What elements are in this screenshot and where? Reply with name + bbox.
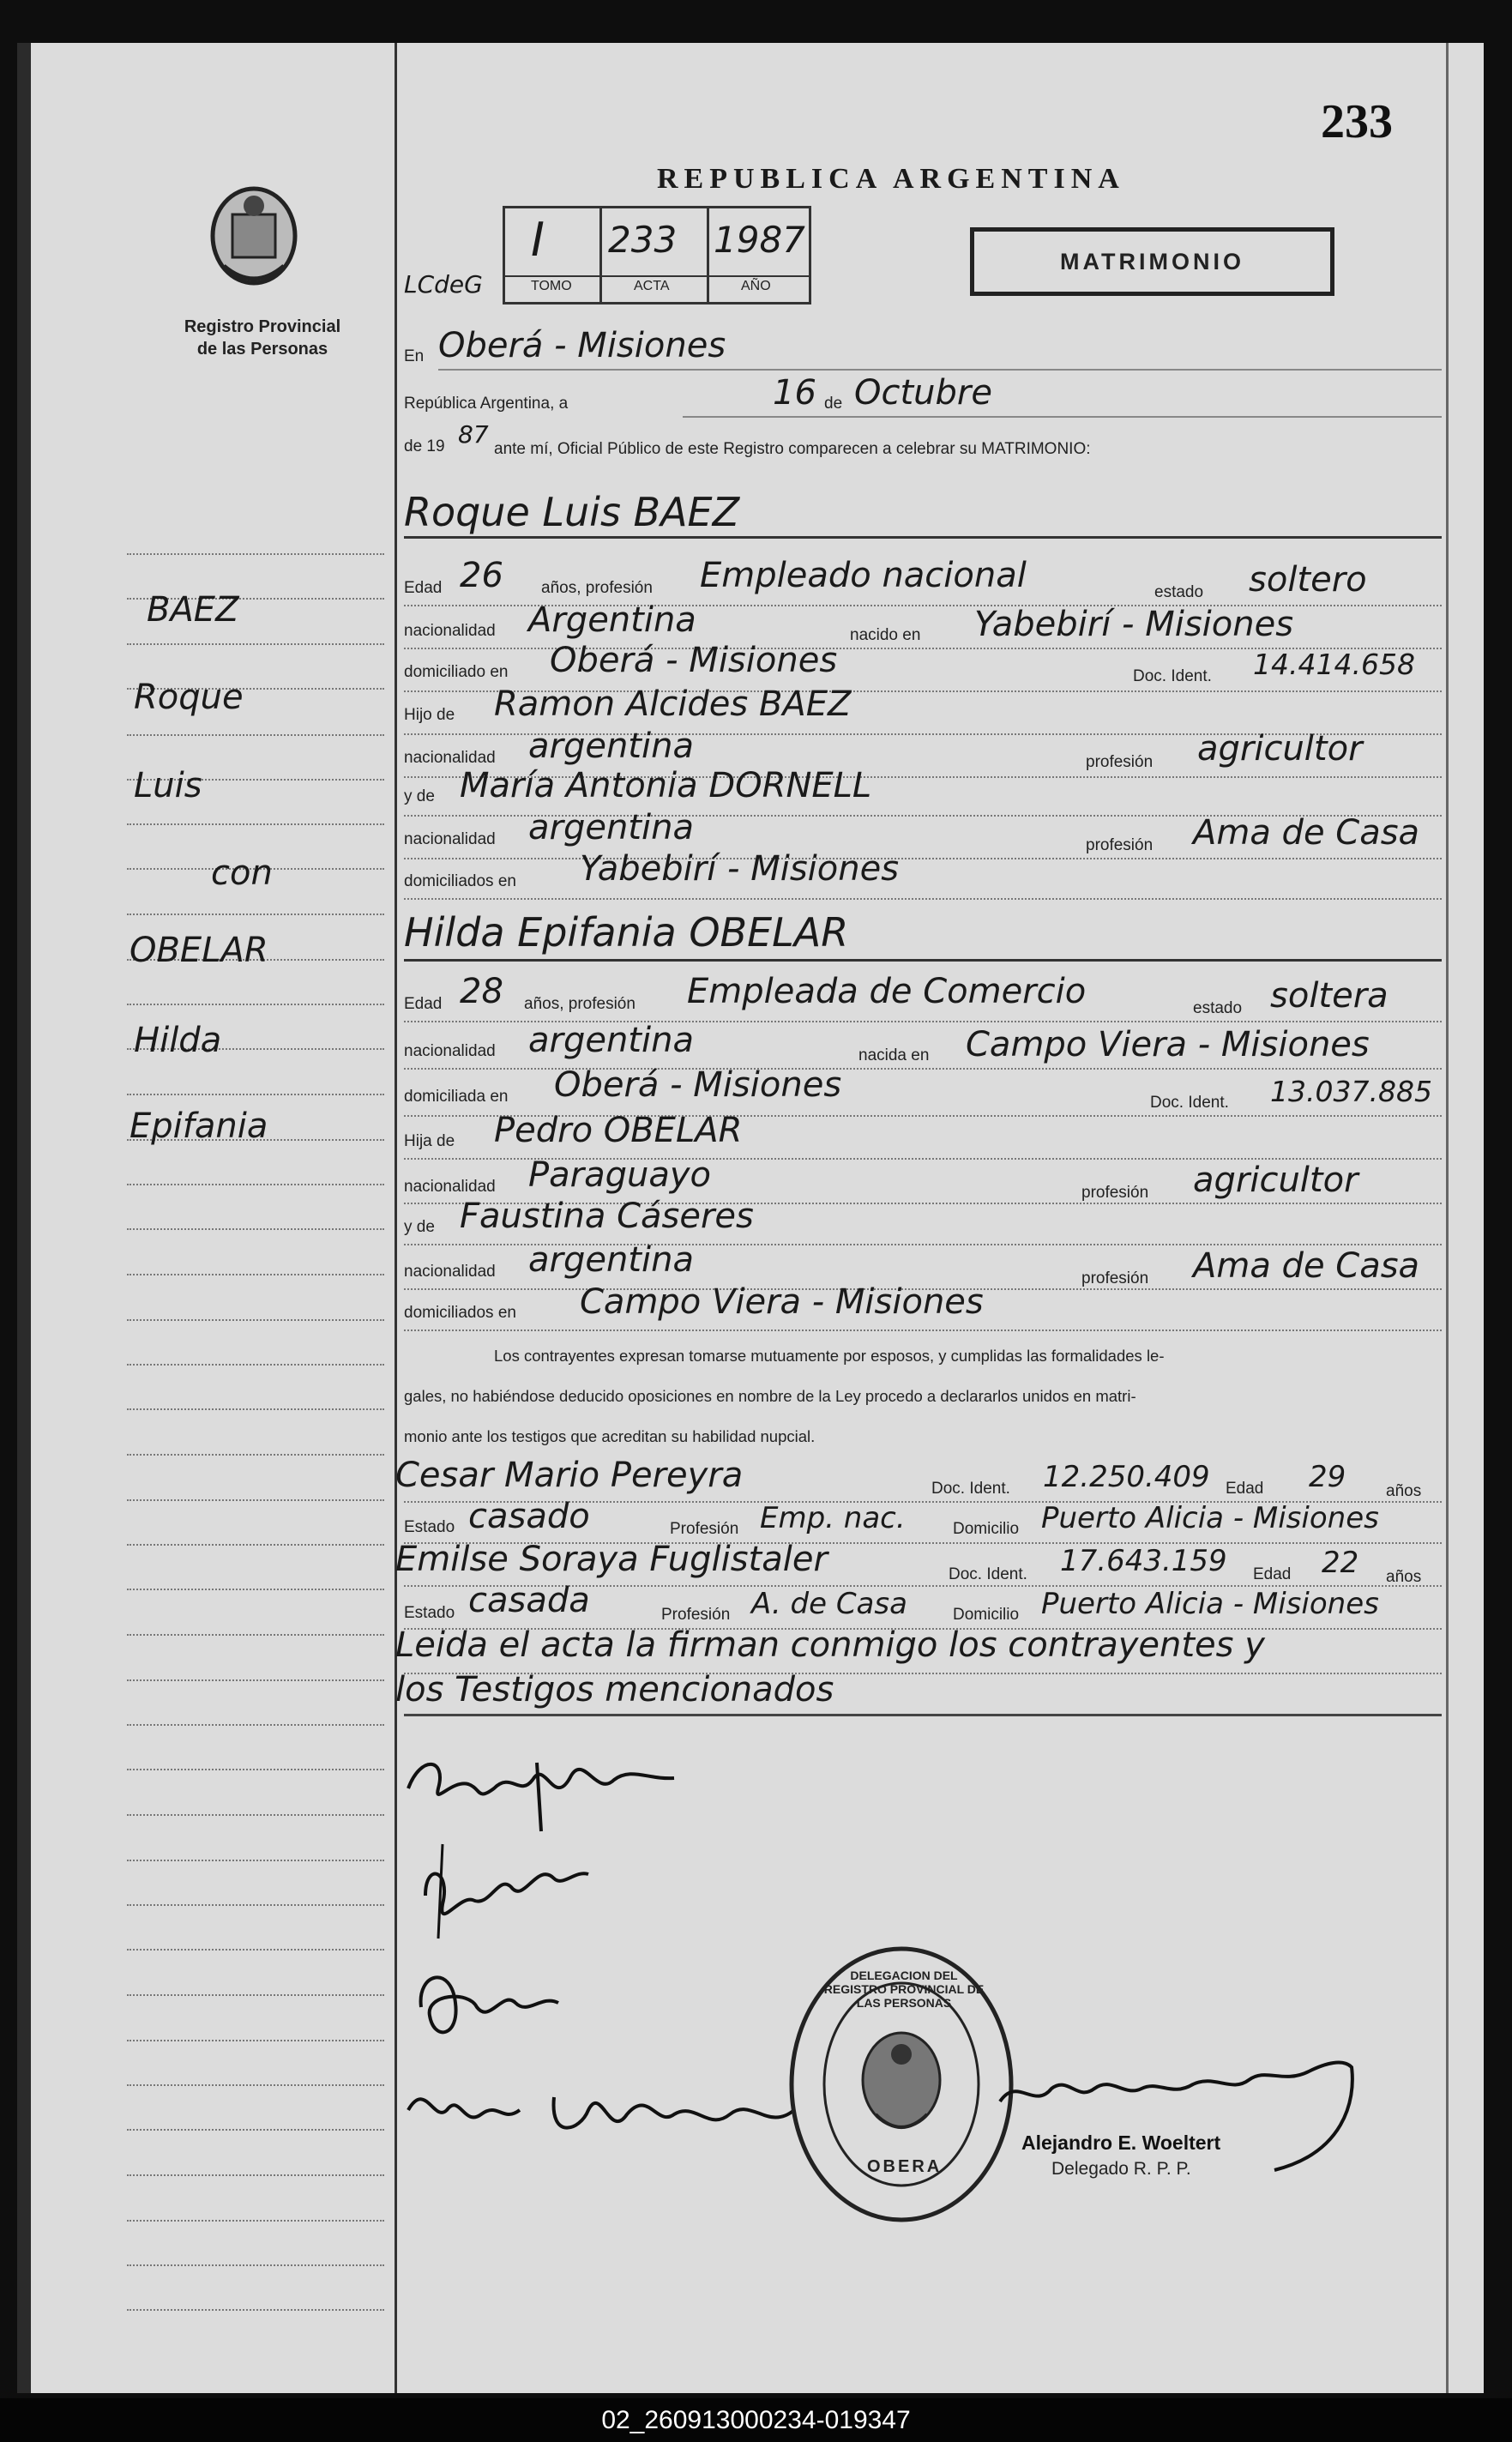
bride-father-nationality: Paraguayo xyxy=(528,1155,711,1195)
groom-estado: soltero xyxy=(1249,560,1367,600)
bride-father-profession: agricultor xyxy=(1193,1161,1358,1200)
coat-of-arms-icon xyxy=(207,184,301,300)
groom-mother-prof-label: profesión xyxy=(1086,836,1154,854)
bride-name: Hilda Epifania OBELAR xyxy=(404,909,849,956)
witness1-estado-label: Estado xyxy=(404,1518,455,1536)
official-name: Alejandro E. Woeltert xyxy=(1021,2131,1221,2154)
page-number: 233 xyxy=(1321,95,1393,148)
groom-parents-dom-label: domiciliados en xyxy=(404,872,516,890)
groom-mother-profession: Ama de Casa xyxy=(1193,813,1420,853)
bride-parents-dom-label: domiciliados en xyxy=(404,1304,516,1322)
witness2-name: Emilse Soraya Fuglistaler xyxy=(395,1540,828,1579)
bride-father-prof-label: profesión xyxy=(1081,1184,1149,1202)
signature-witness-1 xyxy=(408,1956,580,2054)
witness1-prof-label: Profesión xyxy=(670,1520,739,1538)
groom-mother-nationality: argentina xyxy=(528,808,694,847)
witness1-profession: Emp. nac. xyxy=(760,1501,906,1535)
groom-nac-label: nacionalidad xyxy=(404,622,496,640)
en-label: En xyxy=(404,347,425,365)
groom-father-nationality: argentina xyxy=(528,727,694,766)
ceremony-day: 16 xyxy=(773,373,816,413)
margin-middlename-groom: Luis xyxy=(134,766,202,805)
bride-profession: Empleada de Comercio xyxy=(687,972,1087,1011)
ref-acta-label: ACTA xyxy=(634,279,670,293)
groom-father-profession: agricultor xyxy=(1197,729,1363,769)
groom-mother-nac-label: nacionalidad xyxy=(404,830,496,848)
closing-line-2: los Testigos mencionados xyxy=(395,1670,834,1709)
bride-age: 28 xyxy=(460,972,503,1011)
witness2-prof-label: Profesión xyxy=(661,1606,731,1624)
groom-birthplace: Yabebirí - Misiones xyxy=(974,605,1294,644)
witness2-edad-label: Edad xyxy=(1253,1565,1292,1583)
ante-text: ante mí, Oficial Público de este Registro comparecen a celebrar su MATRIMONIO: xyxy=(494,440,1091,458)
witness2-estado-label: Estado xyxy=(404,1604,455,1622)
closing-line-1: Leida el acta la firman conmigo los contrayentes y xyxy=(395,1625,1265,1665)
groom-nationality: Argentina xyxy=(528,600,696,640)
ref-acta: 233 xyxy=(608,219,678,261)
groom-nacido-label: nacido en xyxy=(850,626,921,644)
official-title: Delegado R. P. P. xyxy=(1051,2159,1191,2179)
margin-connector: con xyxy=(211,853,273,893)
groom-doc: 14.414.658 xyxy=(1253,648,1415,681)
ceremony-year: 87 xyxy=(458,420,489,449)
witness2-doc-label: Doc. Ident. xyxy=(949,1565,1027,1583)
ref-box xyxy=(503,206,811,304)
bride-domicile: Oberá - Misiones xyxy=(554,1065,842,1105)
bride-dom-label: domiciliada en xyxy=(404,1088,509,1106)
bride-edad-label: Edad xyxy=(404,995,443,1013)
bride-estado: soltera xyxy=(1270,976,1389,1016)
statement-line-3: monio ante los testigos que acreditan su habilidad nupcial. xyxy=(404,1427,816,1445)
bride-mother-nac-label: nacionalidad xyxy=(404,1263,496,1281)
witness1-dom-label: Domicilio xyxy=(953,1520,1020,1538)
republica-label: República Argentina, a xyxy=(404,395,569,413)
bride-mother: Faustina Cáseres xyxy=(460,1197,754,1236)
signature-groom xyxy=(400,1737,683,1844)
groom-domicile: Oberá - Misiones xyxy=(550,641,838,680)
statement-line-2: gales, no habiéndose deducido oposiciones en nombre de la Ley procedo a declararlos unidos en matri- xyxy=(404,1387,1136,1405)
groom-estado-label: estado xyxy=(1154,583,1204,601)
groom-parents-domicile: Yabebirí - Misiones xyxy=(580,849,900,889)
witness2-dom-label: Domicilio xyxy=(953,1606,1020,1624)
footer-id: 02_260913000234-019347 xyxy=(0,2398,1512,2442)
ref-prefix: LCdeG xyxy=(404,270,483,298)
witness1-domicile: Puerto Alicia - Misiones xyxy=(1041,1501,1379,1535)
bride-parents-domicile: Campo Viera - Misiones xyxy=(580,1282,984,1322)
registry-line-2: de las Personas xyxy=(196,340,328,359)
signature-witness-2 xyxy=(400,2063,846,2162)
groom-profession: Empleado nacional xyxy=(700,556,1027,595)
margin-surname-groom: BAEZ xyxy=(147,590,239,630)
bride-doc: 13.037.885 xyxy=(1270,1075,1432,1108)
seal-text: DELEGACION DEL REGISTRO PROVINCIAL DE LAS PERSONAS xyxy=(823,1969,985,2010)
bride-nationality: argentina xyxy=(528,1021,694,1060)
witness1-doc: 12.250.409 xyxy=(1043,1460,1210,1494)
groom-dom-label: domiciliado en xyxy=(404,663,509,681)
margin-middlename-bride: Epifania xyxy=(130,1106,268,1146)
ref-tomo: I xyxy=(531,213,545,267)
witness1-estado: casado xyxy=(468,1497,590,1536)
groom-mother: María Antonia DORNELL xyxy=(460,766,872,805)
witness1-anios-label: años xyxy=(1386,1482,1422,1500)
right-edge-line xyxy=(1446,43,1449,2393)
groom-father: Ramon Alcides BAEZ xyxy=(494,684,852,724)
bride-doc-label: Doc. Ident. xyxy=(1150,1094,1229,1112)
year-prefix: de 19 xyxy=(404,437,445,455)
witness1-edad-label: Edad xyxy=(1226,1480,1264,1498)
groom-father-prof-label: profesión xyxy=(1086,753,1154,771)
bride-hija-label: Hija de xyxy=(404,1132,455,1150)
document-type-box: MATRIMONIO xyxy=(970,227,1334,296)
bride-nacida-label: nacida en xyxy=(858,1046,930,1064)
witness2-profession: A. de Casa xyxy=(751,1587,907,1621)
groom-yde-label: y de xyxy=(404,787,435,805)
bride-mother-profession: Ama de Casa xyxy=(1193,1246,1420,1286)
margin-firstname-groom: Roque xyxy=(134,678,244,717)
groom-name: Roque Luis BAEZ xyxy=(404,489,740,535)
bride-nac-label: nacionalidad xyxy=(404,1042,496,1060)
seal-city: OBERA xyxy=(867,2157,943,2176)
groom-prof-label: años, profesión xyxy=(541,579,653,597)
bride-birthplace: Campo Viera - Misiones xyxy=(966,1025,1370,1064)
bride-prof-label: años, profesión xyxy=(524,995,636,1013)
statement-line-1: Los contrayentes expresan tomarse mutuamente por esposos, y cumplidas las formalidades le- xyxy=(494,1347,1165,1365)
bride-mother-nationality: argentina xyxy=(528,1240,694,1280)
witness2-domicile: Puerto Alicia - Misiones xyxy=(1041,1587,1379,1621)
bride-estado-label: estado xyxy=(1193,999,1243,1017)
ref-anio-label: AÑO xyxy=(741,279,771,293)
witness1-name: Cesar Mario Pereyra xyxy=(395,1456,744,1495)
witness2-age: 22 xyxy=(1322,1546,1359,1580)
bride-father: Pedro OBELAR xyxy=(494,1111,743,1150)
witness2-estado: casada xyxy=(468,1581,590,1620)
witness2-doc: 17.643.159 xyxy=(1060,1544,1227,1578)
bride-father-nac-label: nacionalidad xyxy=(404,1178,496,1196)
margin-firstname-bride: Hilda xyxy=(134,1021,222,1060)
groom-doc-label: Doc. Ident. xyxy=(1133,667,1212,685)
ceremony-month: Octubre xyxy=(854,373,992,413)
witness1-doc-label: Doc. Ident. xyxy=(931,1480,1010,1498)
groom-age: 26 xyxy=(460,556,503,595)
margin-divider xyxy=(395,43,397,2393)
signature-bride xyxy=(408,1836,605,1951)
de-label: de xyxy=(824,395,843,413)
margin-surname-bride: OBELAR xyxy=(130,931,268,970)
ref-anio: 1987 xyxy=(714,219,805,261)
groom-edad-label: Edad xyxy=(404,579,443,597)
register-page xyxy=(17,43,1484,2393)
ceremony-place: Oberá - Misiones xyxy=(438,326,726,365)
bride-mother-prof-label: profesión xyxy=(1081,1269,1149,1287)
witness2-anios-label: años xyxy=(1386,1568,1422,1586)
registry-name xyxy=(172,316,352,360)
witness1-age: 29 xyxy=(1309,1460,1346,1494)
registry-line-1: Registro Provincial xyxy=(184,317,341,336)
groom-hijo-label: Hijo de xyxy=(404,706,455,724)
groom-father-nac-label: nacionalidad xyxy=(404,749,496,767)
ref-tomo-label: TOMO xyxy=(531,279,572,293)
country-title: REPUBLICA ARGENTINA xyxy=(657,163,1125,195)
bride-yde-label: y de xyxy=(404,1218,435,1236)
